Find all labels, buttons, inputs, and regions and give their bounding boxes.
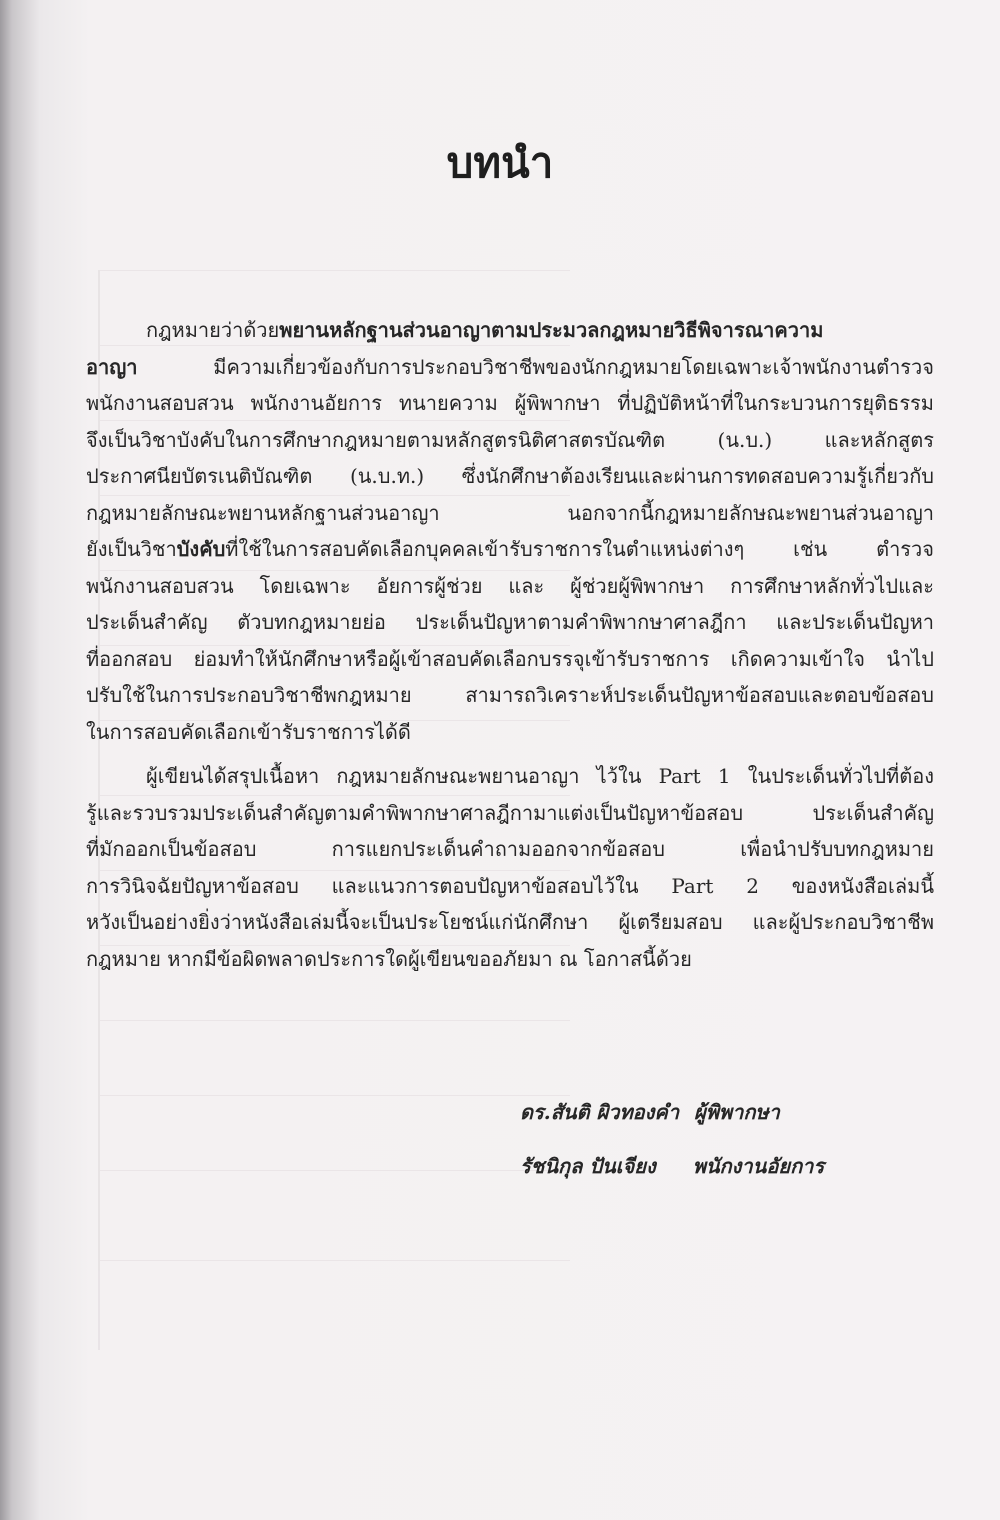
paragraph-1-line: ประกาศนียบัตรเนติบัณฑิต (น.บ.ท.) ซึ่งนักศึกษาต้องเรียนและผ่านการทดสอบความรู้เกี่ยวกับ: [86, 464, 934, 488]
paragraph-2-line: การวินิจฉัยปัญหาข้อสอบ และแนวการตอบปัญหาข้อสอบไว้ใน Part 2 ของหนังสือเล่มนี้: [86, 873, 934, 898]
paragraph-2-line: รู้และรวบรวมประเด็นสำคัญตามคำพิพากษาศาลฎีกามาแต่งเป็นปัญหาข้อสอบ ประเด็นสำคัญ: [86, 800, 934, 825]
paragraph-1-line: กฎหมายลักษณะพยานหลักฐานส่วนอาญา นอกจากนี้กฎหมายลักษณะพยานส่วนอาญา: [86, 500, 934, 525]
paragraph-1-line: ที่ออกสอบ ย่อมทำให้นักศึกษาหรือผู้เข้าสอบคัดเลือกบรรจุเข้ารับราชการ เกิดความเข้าใจ นำไป: [86, 646, 934, 671]
paragraph-1-line: ปรับใช้ในการประกอบวิชาชีพกฎหมาย สามารถวิเคราะห์ประเด็นปัญหาข้อสอบและตอบข้อสอบ: [86, 683, 934, 707]
paragraph-2-line: ที่มักออกเป็นข้อสอบ การแยกประเด็นคำถามออกจากข้อสอบ เพื่อนำปรับบทกฎหมาย: [86, 837, 934, 861]
paragraph-2-line: หวังเป็นอย่างยิ่งว่าหนังสือเล่มนี้จะเป็นประโยชน์แก่นักศึกษา ผู้เตรียมสอบ และผู้ประกอบวิชาชีพ: [86, 910, 934, 934]
paragraph-1-line: ประเด็นสำคัญ ตัวบทกฎหมายย่อ ประเด็นปัญหาตามคำพิพากษาศาลฎีกา และประเด็นปัญหา: [86, 610, 934, 634]
author-position: พนักงานอัยการ: [692, 1154, 825, 1178]
author-position: ผู้พิพากษา: [694, 1100, 780, 1124]
paragraph-1-line: อาญา มีความเกี่ยวข้องกับการประกอบวิชาชีพของนักกฎหมายโดยเฉพาะเจ้าพนักงานตำรวจ: [86, 354, 934, 379]
paragraph-1-line: กฎหมายว่าด้วยพยานหลักฐานส่วนอาญาตามประมวลกฎหมายวิธีพิจารณาความ: [146, 318, 824, 342]
author-signature-2: [520, 1150, 824, 1182]
author-name: ดร.สันติ ผิวทองคำ: [520, 1100, 680, 1124]
paragraph-1-line: จึงเป็นวิชาบังคับในการศึกษากฎหมายตามหลักสูตรนิติศาสตรบัณฑิต (น.บ.) และหลักสูตร: [86, 427, 934, 452]
author-name: รัชนิกุล ปันเจียง: [520, 1154, 656, 1178]
paragraph-1-line: พนักงานสอบสวน พนักงานอัยการ ทนายความ ผู้พิพากษา ที่ปฏิบัติหน้าที่ในกระบวนการยุติธรรม: [86, 391, 934, 415]
page-title: บทนำ: [446, 138, 554, 187]
paragraph-2-line: กฎหมาย หากมีข้อผิดพลาดประการใดผู้เขียนขออภัยมา ณ โอกาสนี้ด้วย: [86, 946, 692, 971]
preface-body: [86, 312, 934, 977]
paragraph-1-line: พนักงานสอบสวน โดยเฉพาะ อัยการผู้ช่วย และ ผู้ช่วยผู้พิพากษา การศึกษาหลักทั่วไปและ: [86, 573, 934, 598]
paragraph-2-line: ผู้เขียนได้สรุปเนื้อหา กฎหมายลักษณะพยานอาญา ไว้ใน Part 1 ในประเด็นทั่วไปที่ต้อง: [146, 764, 934, 788]
paragraph-1-line: ยังเป็นวิชาบังคับที่ใช้ในการสอบคัดเลือกบุคคลเข้ารับราชการในตำแหน่งต่างๆ เช่น ตำรวจ: [86, 537, 934, 561]
paragraph-1-line: ในการสอบคัดเลือกเข้ารับราชการได้ดี: [86, 719, 411, 744]
author-signature-1: [520, 1096, 780, 1128]
